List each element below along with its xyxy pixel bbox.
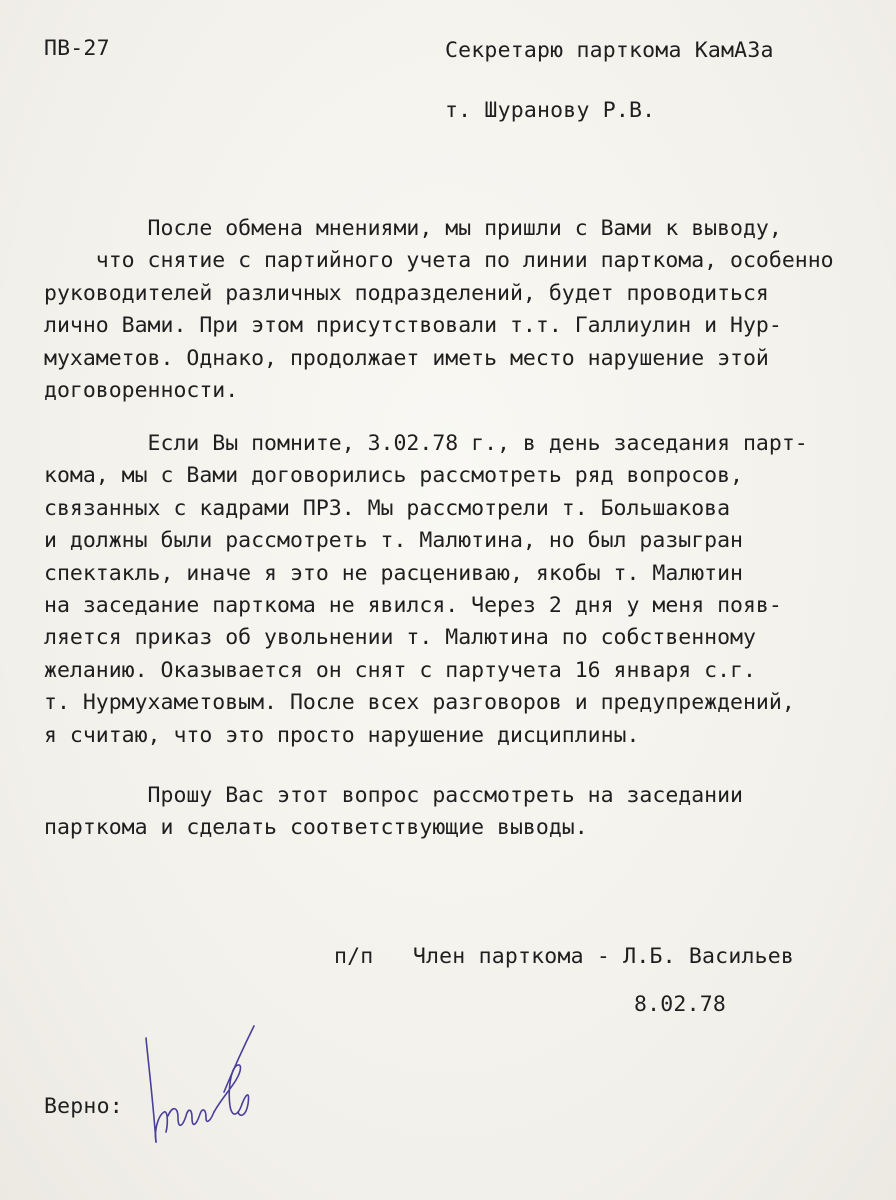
signature-date: 8.02.78 (634, 992, 727, 1017)
body-paragraph-1: После обмена мнениями, мы пришли с Вами к выводу, что снятие с партийного учета по линии парткома, особенно руководителей различных подразделений, будет проводиться лично Вами. При этом присутствовали т.т. Галлиулин и Нур- мухаметов. Однако, продолжает иметь место нарушение этой договоренности. (44, 216, 834, 404)
certification-label: Верно: (44, 1094, 123, 1119)
document-number: ПВ-27 (44, 36, 110, 61)
addressee-line-2: т. Шуранову Р.В. (445, 98, 656, 123)
handwritten-signature (138, 1020, 268, 1150)
addressee-line-1: Секретарю парткома КамАЗа (445, 38, 774, 63)
body-paragraph-3: Прошу Вас этот вопрос рассмотреть на заседании парткома и сделать соответствующие выводы. (44, 783, 743, 841)
signature-line: п/п Член парткома - Л.Б. Васильев (334, 944, 795, 969)
body-paragraph-2: Если Вы помните, 3.02.78 г., в день заседания парт- кома, мы с Вами договорились рассмотреть ряд вопросов, связанных с кадрами ПРЗ. Мы рассмотрели т. Большакова и должны были рассмотреть т. Малютина, но был разыгран спектакль, иначе я это не расцениваю, якобы т. Малютин на заседание парткома не явился. Через 2 дня у меня появ- ляется приказ об увольнении т. Малютина по собственному желанию. Оказывается он снят с партучета 16 января с.г. т. Нурмухаметовым. После всех разговоров и предупреждений, я считаю, что это просто нарушение дисциплины. (44, 431, 808, 748)
